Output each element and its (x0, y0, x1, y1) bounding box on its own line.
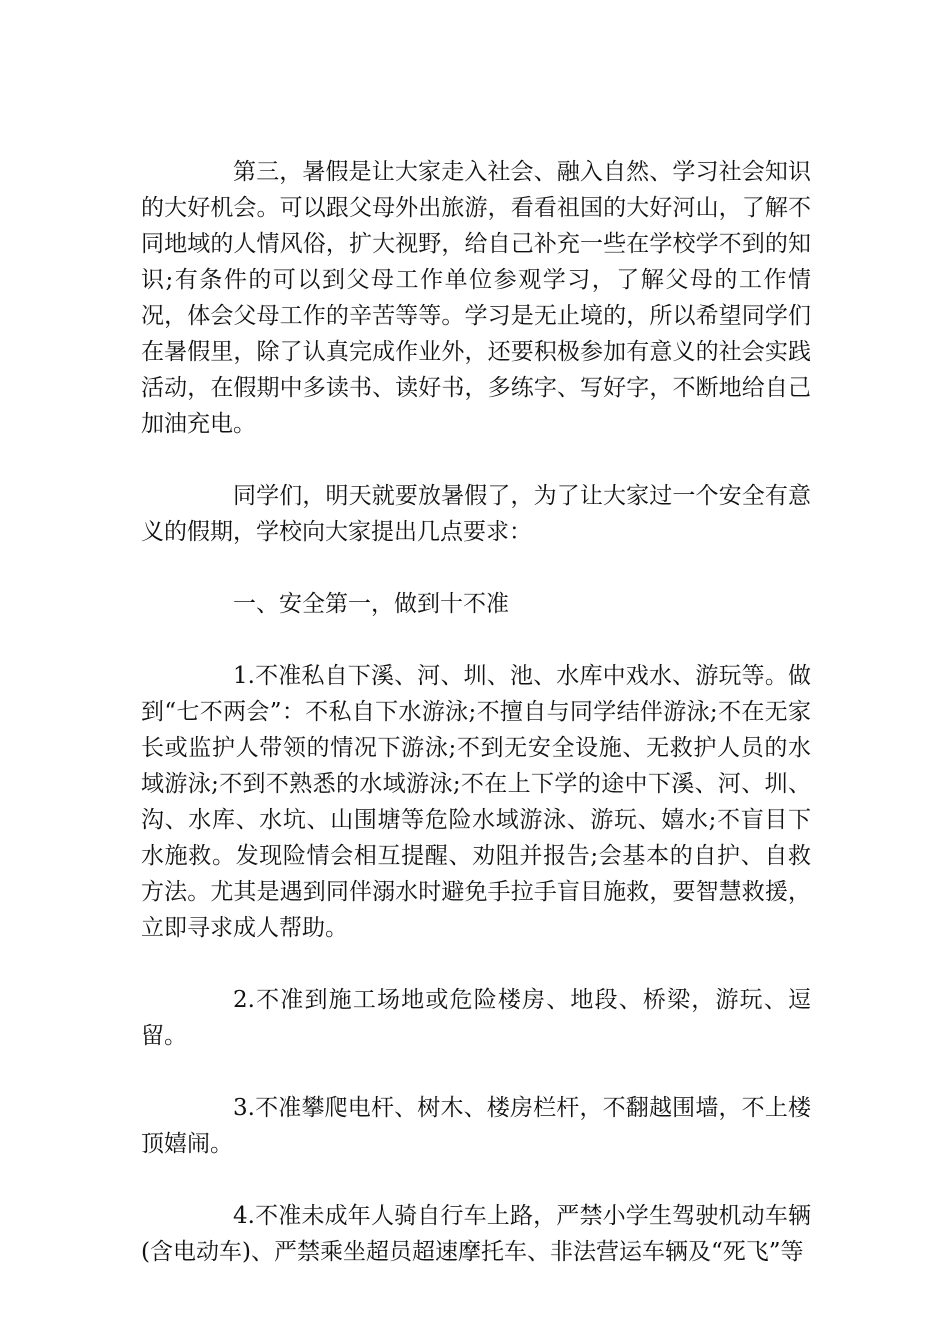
rule-item-4: 4.不准未成年人骑自行车上路，严禁小学生驾驶机动车辆(含电动车)、严禁乘坐超员超速摩托车、非法营运车辆及“死飞”等 (141, 1203, 811, 1265)
section-heading-safety: 一、安全第一，做到十不准 (233, 591, 509, 617)
paragraph-requirements-intro: 同学们，明天就要放暑假了，为了让大家过一个安全有意义的假期，学校向大家提出几点要求： (141, 483, 811, 545)
paragraph-summer-learning: 第三，暑假是让大家走入社会、融入自然、学习社会知识的大好机会。可以跟父母外出旅游，看看祖国的大好河山，了解不同地域的人情风俗，扩大视野，给自己补充一些在学校学不到的知识;有条件的可以到父母工作单位参观学习，了解父母的工作情况，体会父母工作的辛苦等等。学习是无止境的，所以希望同学们在暑假里，除了认真完成作业外，还要积极参加有意义的社会实践活动，在假期中多读书、读好书，多练字、写好字，不断地给自己加油充电。 (141, 159, 811, 437)
rule-item-2: 2.不准到施工场地或危险楼房、地段、桥梁，游玩、逗留。 (141, 987, 811, 1049)
rule-item-1: 1.不准私自下溪、河、圳、池、水库中戏水、游玩等。做到“七不两会”：不私自下水游泳;不擅自与同学结伴游泳;不在无家长或监护人带领的情况下游泳;不到无安全设施、无救护人员的水域游泳;不到不熟悉的水域游泳;不在上下学的途中下溪、河、圳、沟、水库、水坑、山围塘等危险水域游泳、游玩、嬉水;不盲目下水施救。发现险情会相互提醒、劝阻并报告;会基本的自护、自救方法。尤其是遇到同伴溺水时避免手拉手盲目施救，要智慧救援，立即寻求成人帮助。 (141, 663, 811, 941)
document-body (141, 154, 811, 1270)
rule-item-3: 3.不准攀爬电杆、树木、楼房栏杆，不翻越围墙，不上楼顶嬉闹。 (141, 1095, 811, 1157)
